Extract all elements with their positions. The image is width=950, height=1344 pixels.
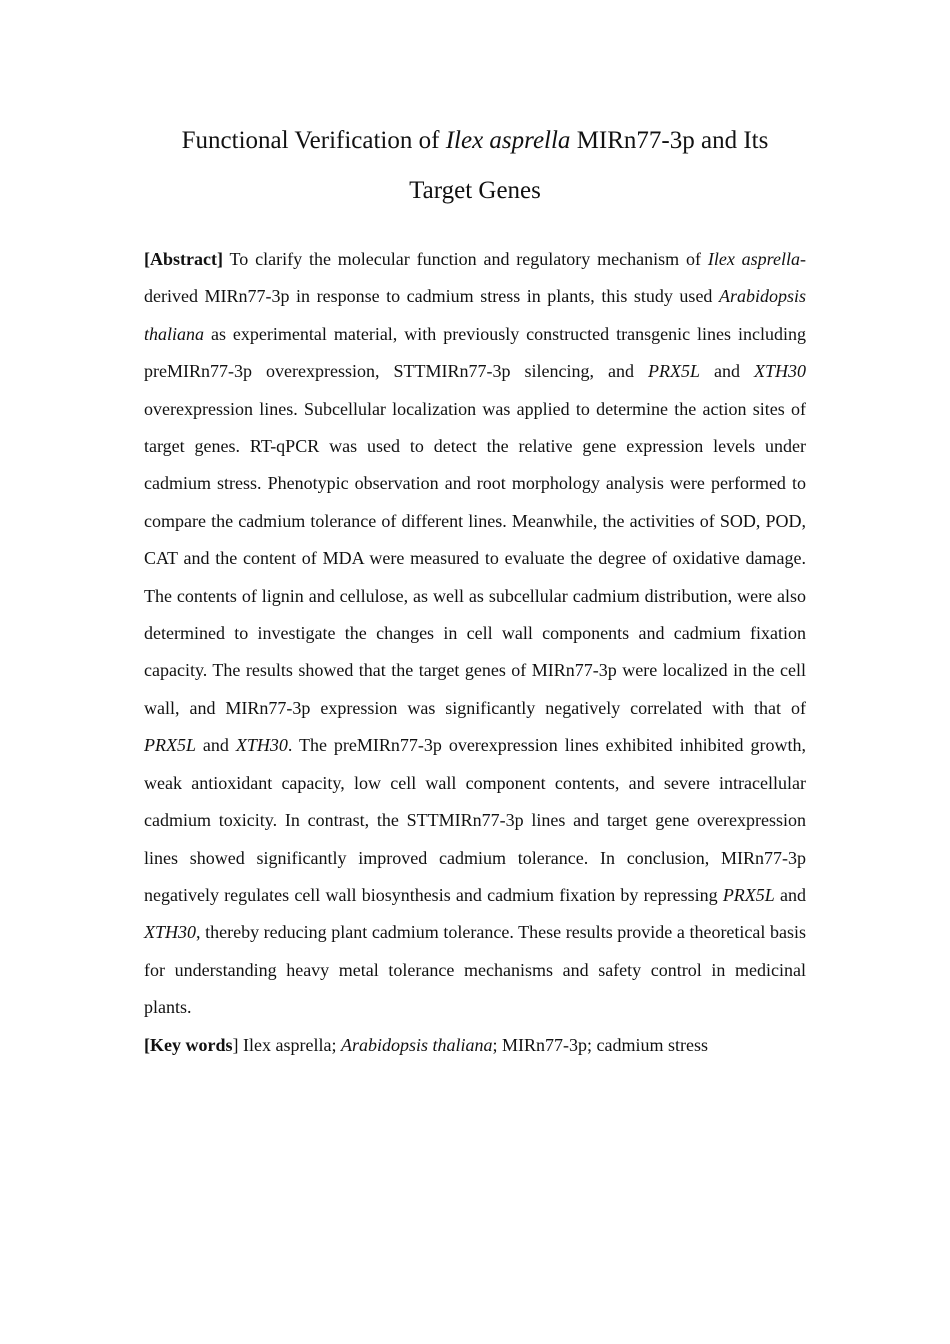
title-line-1 <box>144 116 806 166</box>
abstract-text: and <box>699 361 754 382</box>
abstract-text: and <box>774 884 806 905</box>
abstract-italic: Ilex asprella <box>707 249 800 269</box>
abstract-label: [Abstract] <box>144 249 223 269</box>
paper-title <box>144 0 806 216</box>
abstract-text: , thereby reducing plant cadmium tolerance. These results provide a theoretical basis for understanding heavy metal tolerance mechanisms and safety control in medicinal plants. <box>144 922 806 1018</box>
abstract-italic: PRX5L <box>722 884 775 905</box>
title-text: MIRn77-3p and Its <box>570 127 769 154</box>
abstract-italic: XTH30 <box>753 361 806 382</box>
abstract-text: To clarify the molecular function and regulatory mechanism of <box>222 249 708 269</box>
abstract-text: -derived MIRn77-3p in response to cadmium stress in plants, this study used <box>144 249 806 307</box>
abstract-text: . The preMIRn77-3p overexpression lines exhibited inhibited growth, weak antioxidant capacity, low cell wall component contents, and severe intracellular cadmium toxicity. In contrast, the STTMIRn77-3p lines and target gene overexpression lines showed significantly improved cadmium tolerance. In conclusion, MIRn77-3p negatively regulates cell wall biosynthesis and cadmium fixation by repressing <box>144 735 806 905</box>
keywords-bracket: ] <box>232 1034 239 1055</box>
keywords-text: ; MIRn77-3p; cadmium stress <box>492 1034 708 1055</box>
keywords-text: Ilex asprella; <box>238 1034 341 1055</box>
keywords-label: [Key words <box>144 1034 233 1055</box>
title-text: Functional Verification of <box>181 127 446 154</box>
abstract-text: and <box>196 735 236 756</box>
title-species: Ilex asprella <box>445 127 571 154</box>
abstract-italic: PRX5L <box>144 735 196 756</box>
abstract-paragraph <box>144 241 806 1027</box>
keywords-line <box>144 1027 806 1063</box>
abstract-text: overexpression lines. Subcellular localization was applied to determine the action sites of target genes. RT-qPCR was used to detect the relative gene expression levels under cadmium stress. Phenotypic observation and root morphology analysis were performed to compare the cadmium tolerance of different lines. Meanwhile, the activities of SOD, POD, CAT and the content of MDA were measured to evaluate the degree of oxidative damage. The contents of lignin and cellulose, as well as subcellular cadmium distribution, were also determined to investigate the changes in cell wall components and cadmium fixation capacity. The results showed that the target genes of MIRn77-3p were localized in the cell wall, and MIRn77-3p expression was significantly negatively correlated with that of <box>144 398 806 718</box>
title-line-2: Target Genes <box>409 177 541 204</box>
abstract-text: as experimental material, with previously constructed transgenic lines including preMIRn77-3p overexpression, STTMIRn77-3p silencing, and <box>144 323 806 382</box>
abstract-italic: XTH30 <box>144 922 197 943</box>
abstract-italic: PRX5L <box>647 361 700 382</box>
abstract-italic: XTH30 <box>235 735 288 756</box>
abstract-italic: Arabidopsis thaliana <box>144 286 806 344</box>
keywords-italic: Arabidopsis thaliana <box>340 1034 493 1055</box>
